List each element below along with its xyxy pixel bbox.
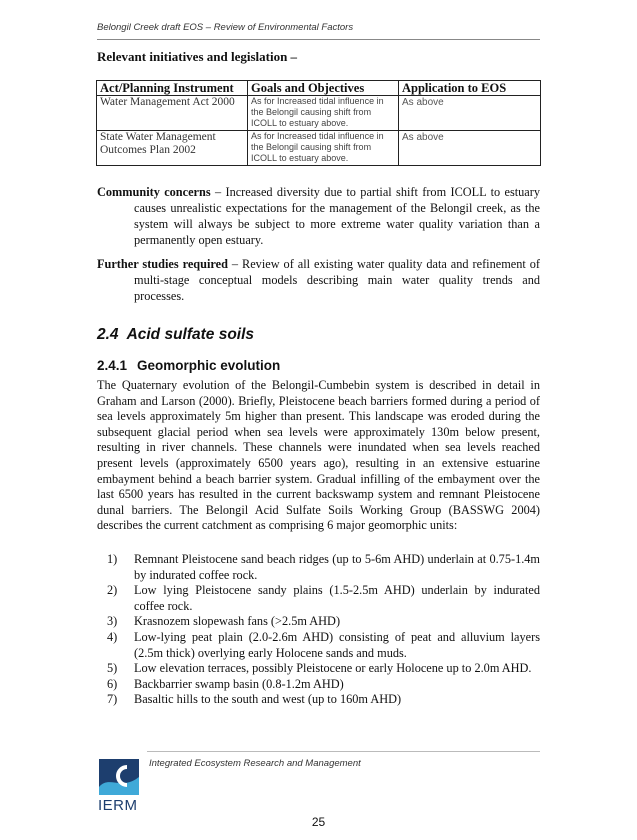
list-marker: 2)	[107, 583, 118, 598]
list-item-text: Low-lying peat plain (2.0-2.6m AHD) consisting of peat and alluvium layers (2.5m thick) overlying early Holocene sands and muds.	[134, 629, 540, 660]
list-marker: 4)	[107, 629, 118, 644]
header-rule	[97, 39, 540, 40]
table-row	[97, 131, 541, 166]
running-header: Belongil Creek draft EOS – Review of Environmental Factors	[97, 22, 354, 33]
page-number: 25	[311, 815, 326, 829]
list-item	[97, 614, 540, 630]
list-marker: 6)	[107, 676, 118, 691]
community-concerns-text	[97, 184, 540, 248]
subsection-heading	[97, 358, 280, 373]
list-item	[97, 692, 540, 708]
community-concerns-label: Community concerns	[97, 185, 211, 199]
list-item-text: Low elevation terraces, possibly Pleistocene or early Holocene up to 2.0m AHD.	[134, 661, 532, 676]
list-marker: 3)	[107, 614, 118, 629]
list-item	[97, 583, 540, 614]
instrument-cell: Water Management Act 2000	[97, 96, 248, 131]
community-concerns-paragraph	[97, 184, 540, 248]
table-row	[97, 96, 541, 131]
geomorphic-body-paragraph: The Quaternary evolution of the Belongil-Cumbebin system is described in detail in Graham and Larson (2000). Briefly, Pleistocene beach barriers formed during a period of sea levels approximately 5m higher than present. This landscape was eroded during the subsequent glacial period when sea levels were approximately 130m below present, resulting in river channels. These channels were inundated when sea levels reached present levels (approximately 6500 years ago), resulting in an extensive estuarine embayment behind a beach barrier system. Gradual infilling of the embayment over the last 6500 years has resulted in the current backswamp system and remnant Pleistocene dunal barriers. The Belongil Acid Sulfate Soils Working Group (BASSWG 2004) describes the current catchment as comprising 6 major geomorphic units:	[97, 378, 540, 533]
table-header-row	[97, 81, 541, 96]
community-concerns-body: – Increased diversity due to partial shift from ICOLL to estuary causes unrealistic expectations for the management of the Belongil creek, as the system will always be subject to more extreme water quality variation than a permanently open estuary.	[134, 185, 540, 247]
section-heading	[97, 326, 254, 344]
list-item	[97, 552, 540, 583]
list-item-text: Low lying Pleistocene sandy plains (1.5-2.5m AHD) underlain by indurated coffee rock.	[134, 583, 540, 613]
column-header: Application to EOS	[399, 81, 541, 96]
list-item	[97, 630, 540, 661]
column-header: Goals and Objectives	[248, 81, 399, 96]
subsection-title: Geomorphic evolution	[137, 358, 281, 373]
list-item-text: Backbarrier swamp basin (0.8-1.2m AHD)	[134, 676, 344, 691]
goals-cell: As for Increased tidal influence in the Belongil causing shift from ICOLL to estuary above.	[248, 131, 399, 166]
column-header: Act/Planning Instrument	[97, 81, 248, 96]
further-studies-body: – Review of all existing water quality data and refinement of multi-stage conceptual models describing main water quality trends and processes.	[134, 257, 540, 303]
list-marker: 7)	[107, 692, 118, 707]
application-cell: As above	[399, 96, 541, 131]
footer-org-name: Integrated Ecosystem Research and Management	[149, 758, 361, 769]
list-item	[97, 677, 540, 693]
footer-rule	[147, 751, 540, 752]
list-marker: 1)	[107, 552, 118, 566]
ierm-logo-icon	[97, 757, 143, 797]
application-cell: As above	[399, 131, 541, 166]
further-studies-paragraph	[97, 256, 540, 304]
list-marker: 5)	[107, 661, 118, 676]
logo-wordmark: IERM	[98, 797, 138, 814]
subsection-number: 2.4.1	[97, 358, 128, 373]
relevant-initiatives-heading: Relevant initiatives and legislation –	[97, 49, 298, 64]
goals-cell: As for Increased tidal influence in the Belongil causing shift from ICOLL to estuary above.	[248, 96, 399, 131]
list-item-text: Krasnozem slopewash fans (>2.5m AHD)	[134, 614, 341, 629]
section-number: 2.4	[97, 326, 119, 343]
further-studies-text	[97, 256, 540, 304]
instrument-cell: State Water Management Outcomes Plan 2002	[97, 131, 248, 166]
list-item-text: Basaltic hills to the south and west (up to 160m AHD)	[134, 692, 402, 707]
geomorphic-units-list	[97, 552, 540, 708]
further-studies-label: Further studies required	[97, 257, 228, 271]
section-title: Acid sulfate soils	[126, 326, 255, 343]
legislation-table	[96, 80, 541, 166]
list-item	[97, 661, 540, 677]
list-item-text: Remnant Pleistocene sand beach ridges (up to 5-6m AHD) underlain at 0.75-1.4m by indurated coffee rock.	[134, 552, 540, 582]
